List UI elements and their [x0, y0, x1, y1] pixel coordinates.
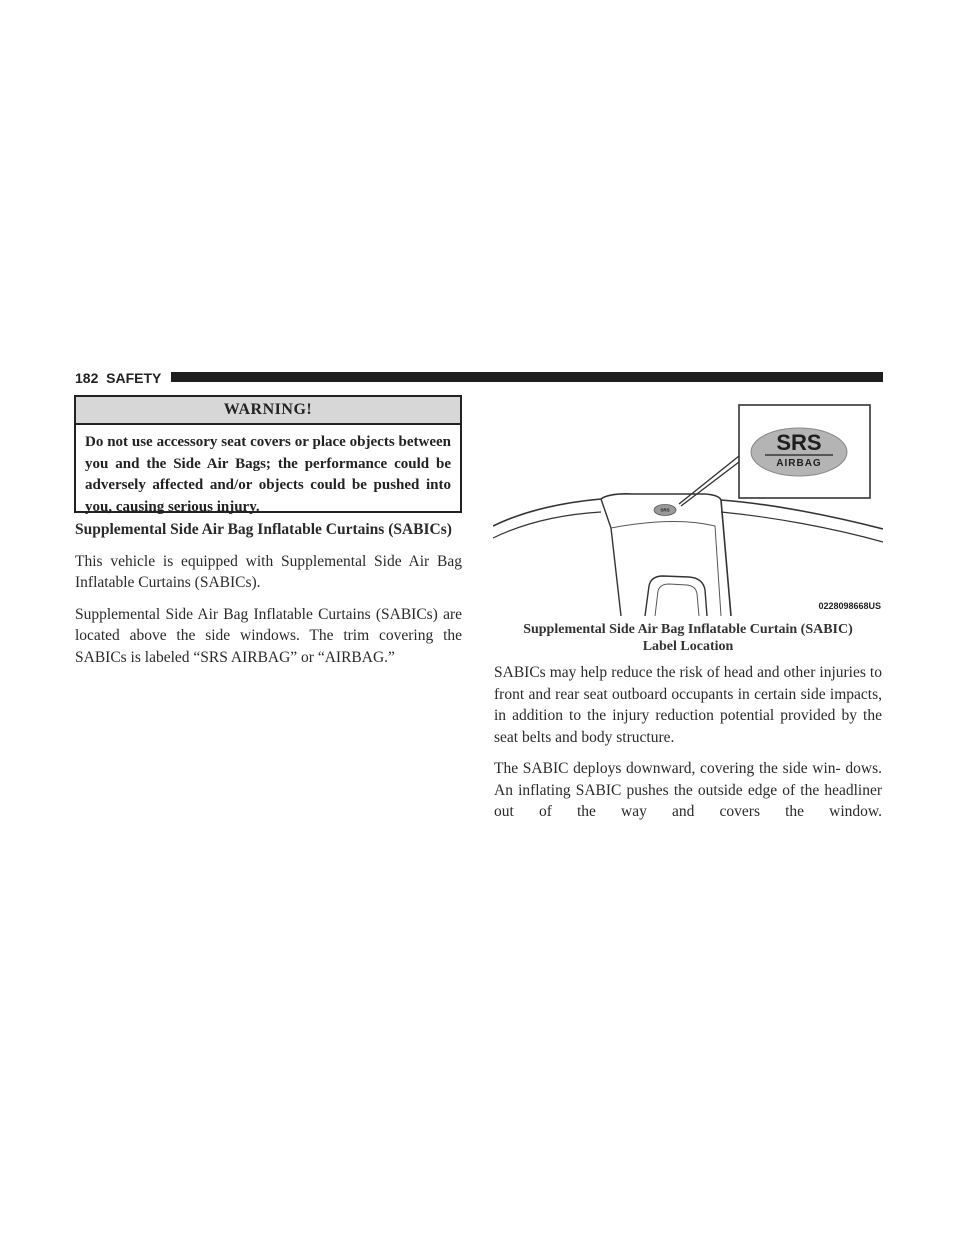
figure-caption [493, 621, 883, 655]
page-header-label [75, 369, 161, 387]
left-column [75, 519, 462, 678]
paragraph: The SABIC deploys downward, covering the side win- dows. An inflating SABIC pushes the outside edge of the headliner out of the way and covers the window. [494, 760, 882, 820]
figure-code: 0228098668US [818, 601, 881, 611]
caption-line: Label Location [642, 639, 734, 654]
caption-line: Supplemental Side Air Bag Inflatable Curtain (SABIC) [523, 622, 853, 637]
right-column [494, 662, 882, 833]
small-srs-label: SRS [660, 507, 670, 513]
paragraph: Supplemental Side Air Bag Inflatable Curtains (SABICs) are located above the side windows. The trim covering the SABICs is labeled “SRS AIRBAG” or “AIRBAG.” [75, 605, 462, 666]
warning-title: WARNING! [76, 397, 460, 425]
page-header [75, 369, 883, 387]
section-title: SAFETY [106, 370, 162, 386]
pillar-illustration [493, 396, 883, 616]
paragraph: SABICs may help reduce the risk of head and other injuries to front and rear seat outboard occupants in certain side impacts, in addition to the injury reduction potential provided by the seat belts and body structure. [494, 664, 882, 746]
sabic-label-figure [493, 396, 883, 616]
page-number: 182 [75, 370, 99, 386]
warning-box [74, 395, 462, 513]
warning-text: Do not use accessory seat covers or place objects between you and the Side Air Bags; the performance could be adversely affected and/or objects could be pushed into you, causing serious injury. [85, 434, 451, 515]
airbag-label-text: AIRBAG [776, 458, 822, 469]
paragraph: This vehicle is equipped with Supplemental Side Air Bag Inflatable Curtains (SABICs). [75, 552, 462, 591]
srs-label-text: SRS [776, 430, 822, 455]
section-heading: Supplemental Side Air Bag Inflatable Curtains (SABICs) [75, 521, 452, 538]
header-rule [171, 372, 883, 382]
